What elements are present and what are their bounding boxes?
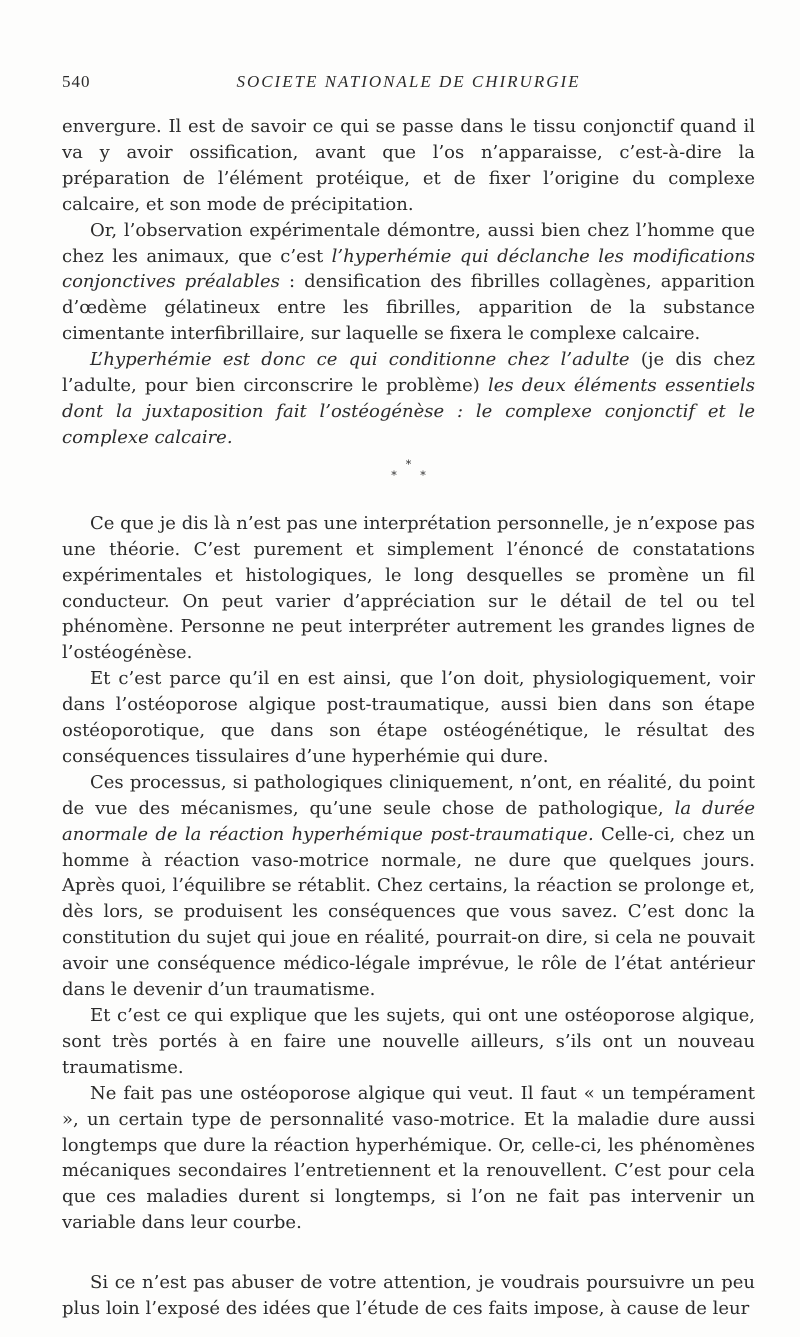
paragraph-sujets: Et c’est ce qui explique que les sujets, qui ont une ostéoporose algique, sont très portés à en faire une nouvelle ailleurs, s’ils ont un nouveau traumatisme. (62, 1005, 755, 1078)
paragraph-continuation: envergure. Il est de savoir ce qui se passe dans le tissu conjonctif quand il va y avoir ossification, avant que l’os n’apparaisse, c’est-à-dire la préparation de l’élément protéique, et de fixer l’origine du complexe calcaire, et son mode de précipitation. (62, 116, 755, 215)
article-body (62, 114, 755, 1322)
emphasis-text: L’hyperhémie est donc ce qui conditionne chez l’adulte (90, 349, 630, 371)
asterism-top-star: * (405, 457, 412, 471)
paragraph-hyperhemie (62, 218, 755, 348)
paragraph-text: Or, l’observation expérimentale démontre, aussi bien chez l’homme que chez les animaux, que c’est (62, 219, 755, 267)
journal-title: SOCIETE NATIONALE DE CHIRURGIE (236, 72, 581, 91)
asterism-bottom-stars: * * (391, 468, 436, 482)
paragraph-final: Si ce n’est pas abuser de votre attention, je voudrais poursuivre un peu plus loin l’exposé des idées que l’étude de ces faits impose, à cause de leur (62, 1272, 755, 1320)
paragraph-text: : densification des fibrilles collagènes, apparition d’œdème gélatineux entre les fibrilles, apparition de la substance cimentante interfibrillaire, sur laquelle se fixera le complexe calcaire. (62, 271, 755, 345)
running-head (62, 72, 755, 96)
emphasis-text: la durée anormale de la réaction hyperhémique post-traumatique. (62, 797, 756, 845)
paragraph-text: (je dis chez l’adulte, pour bien circonscrire le problème) (62, 349, 755, 397)
paragraph-text: Ces processus, si pathologiques cliniquement, n’ont, en réalité, du point de vue des mécanismes, qu’une seule chose de pathologique, (62, 771, 755, 819)
page-number: 540 (62, 72, 91, 91)
emphasis-text: l’hyperhémie qui déclanche les modifications conjonctives préalables (62, 245, 755, 293)
paragraph-osteoporose: Et c’est parce qu’il en est ainsi, que l’on doit, physiologiquement, voir dans l’ostéoporose algique post-traumatique, aussi bien dans son étape ostéoporotique, que dans son étape ostéogénétique, le résultat des conséquences tissulaires d’une hyperhémie qui dure. (62, 668, 755, 767)
emphasis-text: les deux éléments essentiels dont la juxtaposition fait l’ostéogénèse : le complexe conjonctif et le complexe calcaire. (62, 375, 755, 448)
paragraph-conclusion (62, 347, 755, 451)
paragraph-text: Celle-ci, chez un homme à réaction vaso-motrice normale, ne dure que quelques jours. Après quoi, l’équilibre se rétablit. Chez certains, la réaction se prolonge et, dès lors, se produisent les conséquences que vous savez. C’est donc la constitution du sujet qui joue en réalité, pourrait-on dire, si cela ne pouvait avoir une conséquence médico-légale imprévue, le rôle de l’état antérieur dans le devenir d’un traumatisme. (62, 823, 755, 1001)
paragraph-processus (62, 770, 755, 1003)
paragraph-interpretation: Ce que je dis là n’est pas une interprétation personnelle, je n’expose pas une théorie. C’est purement et simplement l’énoncé de constatations expérimentales et histologiques, le long desquelles se promène un fil conducteur. On peut varier d’appréciation sur le détail de tel ou tel phénomène. Personne ne peut interpréter autrement les grandes lignes de l’ostéogénèse. (62, 512, 755, 664)
paragraph-temperament: Ne fait pas une ostéoporose algique qui veut. Il faut « un tempérament », un certain type de personnalité vaso-motrice. Et la maladie dure aussi longtemps que dure la réaction hyperhémique. Or, celle-ci, les phénomènes mécaniques secondaires l’entretiennent et la renouvellent. C’est pour cela que ces maladies durent si longtemps, si l’on ne fait pas intervenir un variable dans leur courbe. (62, 1082, 755, 1234)
section-asterism (62, 455, 755, 511)
